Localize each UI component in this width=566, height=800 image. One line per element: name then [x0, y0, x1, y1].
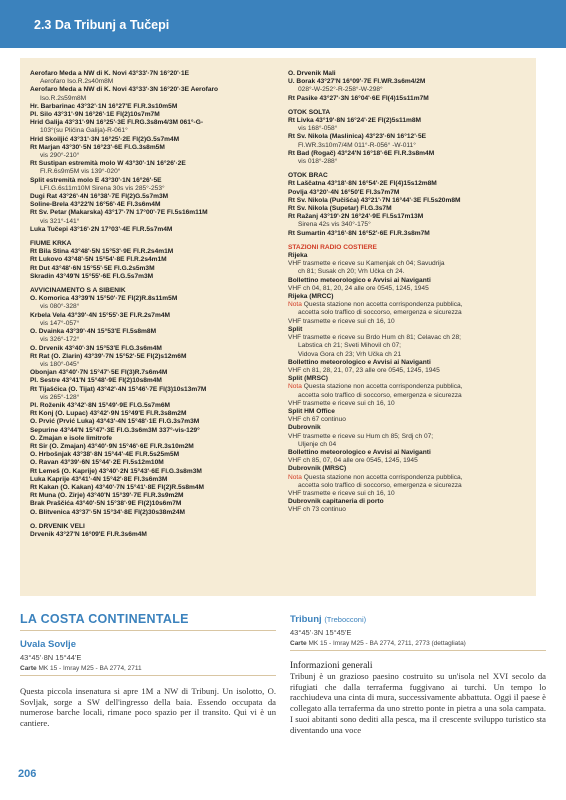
- list-line: accetta solo traffico di soccorso, emergenza e sicurezza: [298, 481, 462, 489]
- section-title: LA COSTA CONTINENTALE: [20, 612, 276, 631]
- body-text: Tribunj è un grazioso paesino costruito su un'isola nel XVI secolo da rifugiati che dalla terraferma fuggivano ai turchi. Un tempo lo racchiudeva una cinta di mura, successivamente abbattuta. Oggi il paese è collegato alla terraferma da uno stretto ponte in pietra a una sola campata. I suoi abitanti sono dediti alla pesca, ma il crescente sviluppo turistico sta diventando una voce: [290, 671, 546, 735]
- list-line: Hrid Škoiljić 43°31'·3N 16°25'·2E Fl(2)G.5s7m4M: [30, 135, 180, 143]
- list-line: Labstica ch 21; Sveti Mihovil ch 07;: [298, 342, 401, 350]
- place-coordinates: 43°45'·3N 15°45'E: [290, 628, 352, 637]
- list-line: VHF trasmette e riceve su Brdo Hum ch 81; Celavac ch 28;: [288, 334, 461, 342]
- list-line: Rt Sir (O. Zmajan) 43°40'·9N 15°46'·6E Fl.R.3s10m2M: [30, 442, 194, 450]
- list-line: Rt Dut 43°48'·6N 15°55'·5E Fl.G.2s5m3M: [30, 264, 155, 272]
- lights-list-left: [30, 70, 278, 539]
- list-line: VHF ch 81, 28, 21, 07, 23 alle ore 0545, 1245, 1945: [288, 366, 440, 374]
- list-line: Skradin 43°49'N 15°55'·6E Fl.G.5s7m3M: [30, 272, 154, 280]
- list-line: Rt Sv. Nikola (Supetar) Fl.G.3s7M: [288, 205, 392, 213]
- charts-reference: [20, 665, 276, 676]
- list-line: Soline-Brela 43°22'N 16°56'·4E Fl.3s6m4M: [30, 201, 161, 209]
- header-bar: [0, 0, 566, 48]
- list-line: O. Blitvenica 43°37'·5N 15°34'·8E Fl(2)30s38m24M: [30, 508, 186, 516]
- list-line: Šepurine 43°44'N 15°47'·3E Fl.G.3s6m3M 337°-vis-129°: [30, 426, 200, 434]
- list-line: Aerofaro Iso.R.2s40m8M: [40, 78, 114, 86]
- list-line: Pl. Šilo 43°31'·9N 16°26'·1E Fl(2)10s7m7M: [30, 111, 160, 119]
- list-heading: AVVICINAMENTO S A ŠIBENIK: [30, 287, 126, 295]
- list-line: O. Drvenik Mali: [288, 70, 336, 77]
- list-line: O. Komorica 43°39'N 15°50'·7E Fl(2)R.8s11m5M: [30, 295, 178, 303]
- charts-label: Carte: [20, 665, 37, 672]
- list-heading: OTOK ŠOLTA: [288, 108, 331, 116]
- list-line: VHF trasmette e riceve su Hum ch 85; Srdj ch 07;: [288, 432, 434, 440]
- list-line: Drvenik 43°27'N 16°09'E Fl.R.3s6m4M: [30, 530, 147, 538]
- list-line: VHF ch 85, 07, 04 alle ore 0545, 1245, 1945: [288, 457, 418, 465]
- list-line: Brak Praščića 43°40'·5N 15°38'·9E Fl(2)10s6m7M: [30, 500, 182, 508]
- tribunj-section: [290, 612, 546, 735]
- list-line: Dubrovnik (MRSC): [288, 465, 347, 473]
- list-line: Nota Questa stazione non accetta corrispondenza pubblica,: [288, 301, 463, 309]
- list-line: Aerofaro Meda a NW di K. Novi 43°33'·7N 16°20'·1E: [30, 70, 190, 77]
- list-line: Split (MRSC): [288, 375, 328, 383]
- list-heading: OTOK BRAČ: [288, 172, 328, 180]
- continental-coast-section: [20, 612, 276, 729]
- list-line: Vidova Gora ch 23; Vrh Učka ch 21: [298, 350, 401, 358]
- place-coordinates: 43°45'·8N 15°44'E: [20, 653, 82, 662]
- list-line: Rt Konj (O. Lupac) 43°42'·9N 15°49'E Fl.R.3s8m2M: [30, 410, 187, 418]
- list-line: Uljenje ch 04: [298, 440, 337, 448]
- list-line: Rt Muna (O. Žirje) 43°40'N 15°39'·7E Fl.R.3s9m2M: [30, 492, 184, 500]
- list-line: Rt Rat (O. Zlarin) 43°39'·7N 15°52'·5E Fl(2)s12m6M: [30, 352, 187, 360]
- list-heading: O. DRVENIK VELI: [30, 522, 85, 530]
- list-line: ch 81; Susak ch 20; Vrh Učka ch 24.: [298, 268, 405, 276]
- list-line: Rt Laščatna 43°18'·8N 16°54'·2E Fl(4)15s12m8M: [288, 180, 437, 188]
- list-line: vis 018°-288°: [298, 158, 338, 166]
- list-line: Pl. Roženik 43°42'·8N 15°49'·9E Fl.G.5s7m6M: [30, 401, 170, 409]
- list-line: Rijeka (MRCC): [288, 293, 334, 301]
- list-line: VHF ch 67 continuo: [288, 416, 346, 424]
- list-line: Hr. Barbarinac 43°32'·1N 16°27'E Fl.R.3s10m5M: [30, 102, 178, 110]
- list-line: VHF trasmette e riceve su Kamenjak ch 04; Savudrija: [288, 260, 445, 268]
- list-line: Rt Ražanj 43°19'·2N 16°24'·9E Fl.5s17m13M: [288, 213, 424, 221]
- lights-panel: [20, 58, 536, 596]
- list-line: Aerofaro Meda a NW di K. Novi 43°33'·3N 16°20'·3E Aerofaro: [30, 86, 219, 94]
- list-line: Hrid Galija 43°31'·9N 16°25'·3E Fl.RG.3s8m4/3M 061°-G-: [30, 119, 204, 127]
- list-line: Rijeka: [288, 252, 308, 260]
- note-label: Nota: [288, 473, 302, 481]
- list-line: Dubrovnik: [288, 424, 321, 432]
- list-line: VHF trasmette e riceve sui ch 16, 10: [288, 489, 395, 497]
- list-line: Luka Tučepi 43°16'·2N 17°03'·4E Fl.R.5s7m4M: [30, 225, 173, 233]
- list-line: Rt Sv. Petar (Makarska) 43°17'·7N 17°00'·7E Fl.5s16m11M: [30, 209, 208, 217]
- list-line: vis 290°-210°: [40, 152, 80, 160]
- list-line: Krbela Vela 43°39'·4N 15°55'·3E Fl.R.2s7m4M: [30, 311, 170, 319]
- list-line: Rt Sv. Nikola (Maslinica) 43°23'·6N 16°12'·5E: [288, 133, 427, 141]
- list-line: Nota Questa stazione non accetta corrispondenza pubblica,: [288, 383, 463, 391]
- list-line: VHF trasmette e riceve sui ch 16, 10: [288, 317, 395, 325]
- list-line: Rt Bila Stina 43°48'·5N 15°53'·9E Fl.R.2s4m1M: [30, 248, 174, 256]
- list-line: Fl.WR.3s10m7/4M 011°-R-056° -W-011°: [298, 141, 416, 149]
- list-line: vis 180°-045°: [40, 360, 80, 368]
- list-line: Bollettino meteorologico e Avvisi ai Naviganti: [288, 448, 431, 456]
- list-line: vis 080°-328°: [40, 303, 80, 311]
- list-line: Bollettino meteorologico e Avvisi ai Naviganti: [288, 358, 431, 366]
- lights-list-right: [288, 70, 532, 515]
- place-title: Uvala Sovlje: [20, 639, 76, 650]
- charts-label: Carte: [290, 640, 307, 647]
- list-line: Fl.R.6s9m5M vis 139°-020°: [40, 168, 121, 176]
- place-title: [290, 614, 546, 625]
- note-label: Nota: [288, 383, 302, 391]
- list-line: Sirena 42s vis 340°-175°: [298, 221, 371, 229]
- list-line: Bollettino meteorologico e Avvisi ai Naviganti: [288, 276, 431, 284]
- list-line: Dubrovnik capitaneria di porto: [288, 498, 384, 506]
- list-line: Rt Lukovo 43°48'·5N 15°54'·8E Fl.R.2s4m1M: [30, 256, 167, 264]
- list-line: Obonjan 43°40'·7N 15°47'·5E Fl(3)R.7s6m4M: [30, 369, 168, 377]
- list-line: Rt Marjan 43°30'·5N 16°23'·6E Fl.G.3s8m5M: [30, 143, 165, 151]
- list-line: Luka Kaprije 43°41'·4N 15°42'·8E Fl.3s6m3M: [30, 475, 168, 483]
- list-line: Dugi Rat 43°26'·4N 16°38'·7E Fl(2)G.5s7m3M: [30, 193, 169, 201]
- list-line: Rt Sustipan estremità molo W 43°30'·1N 16°26'·2E: [30, 160, 186, 168]
- charts-text: MK 15 - Imray M25 - BA 2774, 2711, 2773 (dettagliata): [308, 640, 466, 647]
- list-line: Nota Questa stazione non accetta corrispondenza pubblica,: [288, 473, 463, 481]
- list-line: Povlja 43°20'·4N 16°50'E Fl.3s7m7M: [288, 188, 400, 196]
- list-line: accetta solo traffico di soccorso, emergenza e sicurezza: [298, 309, 462, 317]
- list-line: 028°-W-252°-R-258°-W-298°: [298, 86, 383, 94]
- list-line: O. Drvenik 43°40'·3N 15°53'E Fl.G.3s6m4M: [30, 344, 162, 352]
- charts-text: MK 15 - Imray M25 - BA 2774, 2711: [38, 665, 142, 672]
- list-line: O. Ravan 43°39'·6N 15°44'·2E Fl.5s12m10M: [30, 459, 164, 467]
- place-title-main: Tribunj: [290, 614, 322, 625]
- list-line: Rt Livka 43°19'·8N 16°24'·2E Fl(2)5s11m8M: [288, 117, 422, 125]
- list-line: Split: [288, 325, 303, 333]
- list-line: Rt Bad (Rogač) 43°24'N 16°18'·6E Fl.R.3s8m4M: [288, 149, 435, 157]
- note-label: Nota: [288, 301, 302, 309]
- list-line: O. Dvainka 43°39'·4N 15°53'E Fl.5s8m8M: [30, 328, 157, 336]
- list-line: vis 147°-057°: [40, 319, 80, 327]
- list-line: Rt Sumartin 43°16'·8N 16°52'·6E Fl.R.3s8m7M: [288, 229, 430, 237]
- list-line: U. Borak 43°27'N 16°09'·7E Fl.WR.3s6m4/2M: [288, 78, 426, 86]
- page-section-title: 2.3 Da Tribunj a Tučepi: [34, 18, 170, 32]
- list-line: Rt Lemeš (O. Kaprije) 43°40'·2N 15°43'·6E Fl.G.3s8m3M: [30, 467, 202, 475]
- list-line: Rt Kakan (O. Kakan) 43°40'·7N 15°41'·8E Fl(2)R.5s8m4M: [30, 483, 205, 491]
- place-title-suffix: (Trebocconi): [324, 615, 367, 624]
- body-text: Questa piccola insenatura si apre 1M a NW di Tribunj. Un isolotto, O. Sovljak, sorge a SW dell'ingresso della baia. Essendo occupata da numerose barche locali, rimane poco spazio per il transito. Qui vi è un cantiere.: [20, 686, 276, 729]
- list-heading: STAZIONI RADIO COSTIERE: [288, 243, 377, 251]
- list-line: VHF ch 73 continuo: [288, 506, 346, 514]
- list-line: 103°(su Pličina Galija)-R-061°: [40, 127, 128, 135]
- list-line: Split estremità molo E 43°30'·1N 16°26'·5E: [30, 176, 162, 184]
- page-number: 206: [18, 768, 37, 780]
- list-line: vis 168°-058°: [298, 125, 338, 133]
- list-line: VHF ch 04, 81, 20, 24 alle ore 0545, 1245, 1945: [288, 284, 429, 292]
- list-line: vis 326°-172°: [40, 336, 80, 344]
- list-line: O. Hrbošnjak 43°38'·8N 15°44'·4E Fl.R.5s25m5M: [30, 451, 180, 459]
- list-line: O. Prvić (Prvić Luka) 43°43'·4N 15°48'·1E Fl.G.3s7m3M: [30, 418, 200, 426]
- list-line: Rt Sv. Nikola (Pučišća) 43°21'·7N 16°44'·3E Fl.5s20m8M: [288, 196, 461, 204]
- list-heading: FIUME KRKA: [30, 240, 72, 248]
- list-line: accetta solo traffico di soccorso, emergenza e sicurezza: [298, 391, 462, 399]
- list-line: Pl. Sestre 43°41'N 15°48'·9E Fl(2)10s8m4M: [30, 377, 162, 385]
- list-line: vis 321°-141°: [40, 217, 80, 225]
- list-line: VHF trasmette e riceve sui ch 16, 10: [288, 399, 395, 407]
- list-line: Rt Tijašćica (O. Tijat) 43°42'·4N 15°46'·7E Fl(3)10s13m7M: [30, 385, 207, 393]
- list-line: O. Zmajan e isole limitrofe: [30, 434, 113, 442]
- info-heading: Informazioni generali: [290, 661, 373, 671]
- list-line: vis 265°-128°: [40, 393, 80, 401]
- list-line: Split HM Office: [288, 407, 335, 415]
- list-line: Iso.R.2s59m8M: [40, 94, 87, 102]
- list-line: Rt Pasike 43°27'·3N 16°04'·6E Fl(4)15s11m7M: [288, 94, 429, 102]
- charts-reference: [290, 640, 546, 651]
- list-line: LFl.G.6s11m10M Sirena 30s vis 285°-253°: [40, 184, 165, 192]
